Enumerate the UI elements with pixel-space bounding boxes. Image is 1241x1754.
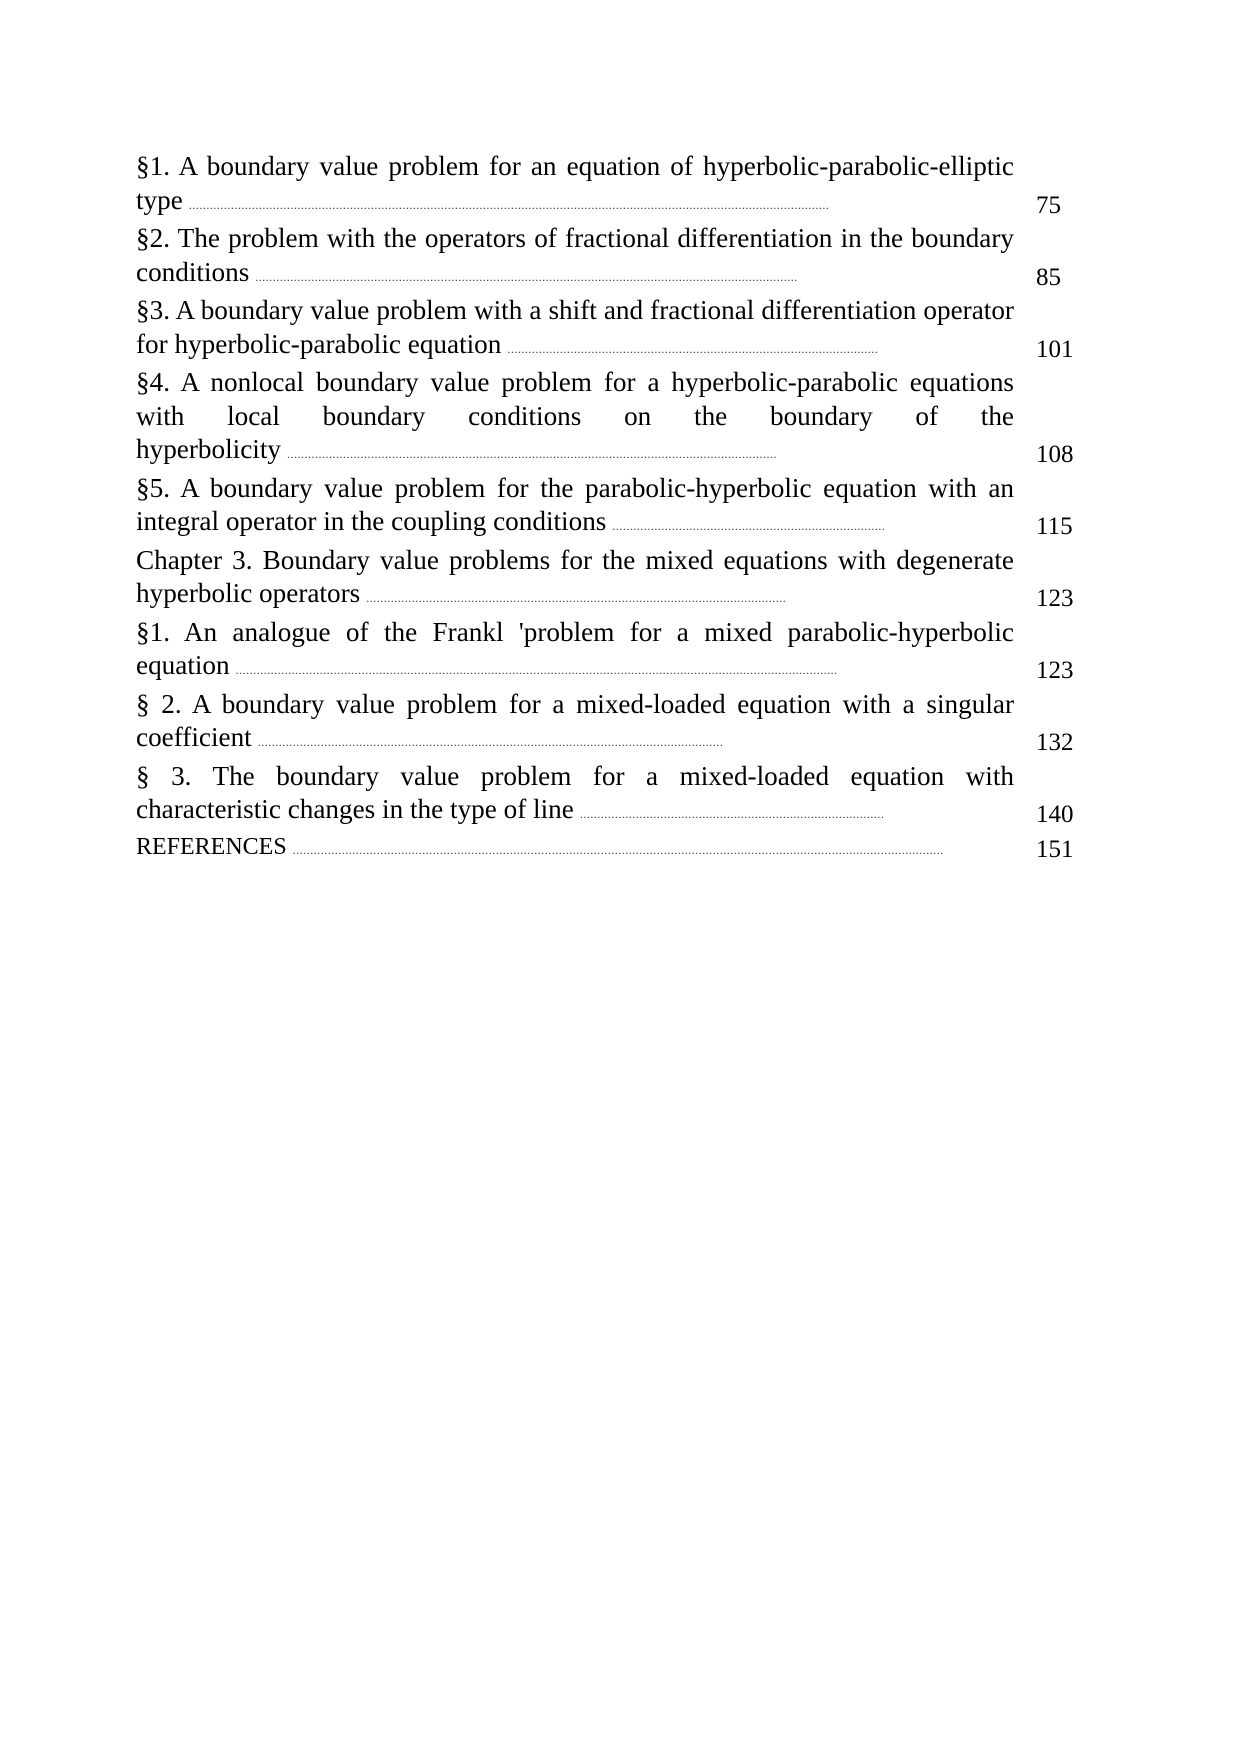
toc-entry[interactable] xyxy=(136,760,1079,832)
toc-entry[interactable] xyxy=(136,366,1079,472)
toc-page-number: 101 xyxy=(1036,335,1074,363)
toc-entry[interactable] xyxy=(136,616,1079,688)
toc-entry[interactable] xyxy=(136,222,1079,294)
toc-entry-text: Chapter 3. Boundary value problems for the mixed equations with degenerate hyperbolic operators xyxy=(136,544,1014,608)
toc-entry-title xyxy=(136,616,1014,688)
toc-entry-text: §2. The problem with the operators of fractional differentiation in the boundary conditions xyxy=(136,223,1014,287)
toc-page-number: 132 xyxy=(1036,729,1074,756)
dot-leader: .......................................................................................................................................................................................... xyxy=(292,842,944,857)
dot-leader: ..................................................................................................................................... xyxy=(257,735,724,749)
toc-entry-text: §1. An analogue of the Frankl 'problem for a mixed parabolic-hyperbolic equation xyxy=(136,616,1014,680)
toc-entry-title xyxy=(136,688,1014,760)
toc-entry-text: § 2. A boundary value problem for a mixed-loaded equation with a singular coefficient xyxy=(136,688,1014,752)
toc-entry-title xyxy=(136,150,1014,222)
dot-leader: ........................................................................................................................................................... xyxy=(255,269,798,284)
table-of-contents xyxy=(136,150,1079,865)
dot-leader: ............................................................................................................................................................................ xyxy=(235,663,838,677)
toc-page-number: 75 xyxy=(1036,191,1061,219)
toc-entry-references[interactable] xyxy=(136,832,1079,865)
toc-entry-title xyxy=(136,472,1014,544)
toc-entry[interactable] xyxy=(136,544,1079,616)
toc-entry-title xyxy=(136,366,1014,472)
toc-entry-text: §5. A boundary value problem for the parabolic-hyperbolic equation with an integral operator in the coupling conditions xyxy=(136,472,1014,536)
toc-entry[interactable] xyxy=(136,472,1079,544)
toc-page-number: 115 xyxy=(1036,513,1073,540)
toc-page-number: 140 xyxy=(1036,801,1074,828)
toc-page-number: 123 xyxy=(1036,585,1074,612)
toc-page-number: 123 xyxy=(1036,657,1074,684)
toc-entry[interactable] xyxy=(136,150,1079,222)
toc-entry-text: §1. A boundary value problem for an equation of hyperbolic-parabolic-elliptic type xyxy=(136,151,1014,215)
toc-entry-title xyxy=(136,294,1014,366)
dot-leader: ........................................................................................................................ xyxy=(366,591,787,605)
toc-entry-text: §3. A boundary value problem with a shift and fractional differentiation operator for hyperbolic-parabolic equation xyxy=(136,295,1014,359)
toc-entry-text: REFERENCES xyxy=(136,833,287,860)
dot-leader: ....................................................................................... xyxy=(579,807,885,821)
toc-entry[interactable] xyxy=(136,688,1079,760)
toc-page-number: 85 xyxy=(1036,263,1061,291)
dot-leader: ....................................................................................................................................................................................... xyxy=(188,197,830,212)
toc-entry-title xyxy=(136,760,1014,832)
dot-leader: ............................................................................................................................................ xyxy=(286,447,777,461)
toc-entry-title xyxy=(136,832,1014,865)
toc-entry[interactable] xyxy=(136,294,1079,366)
toc-entry-title xyxy=(136,544,1014,616)
toc-entry-title xyxy=(136,222,1014,294)
toc-entry-text: §4. A nonlocal boundary value problem for a hyperbolic-parabolic equations with local boundary conditions on the boundary of the hyperbolicity xyxy=(136,367,1014,464)
toc-page-number: 108 xyxy=(1036,441,1074,468)
dot-leader: .............................................................................. xyxy=(612,519,886,533)
toc-page-number: 151 xyxy=(1036,835,1074,863)
toc-entry-text: § 3. The boundary value problem for a mixed-loaded equation with characteristic changes in the type of line xyxy=(136,760,1014,824)
dot-leader: .......................................................................................................... xyxy=(507,341,879,356)
